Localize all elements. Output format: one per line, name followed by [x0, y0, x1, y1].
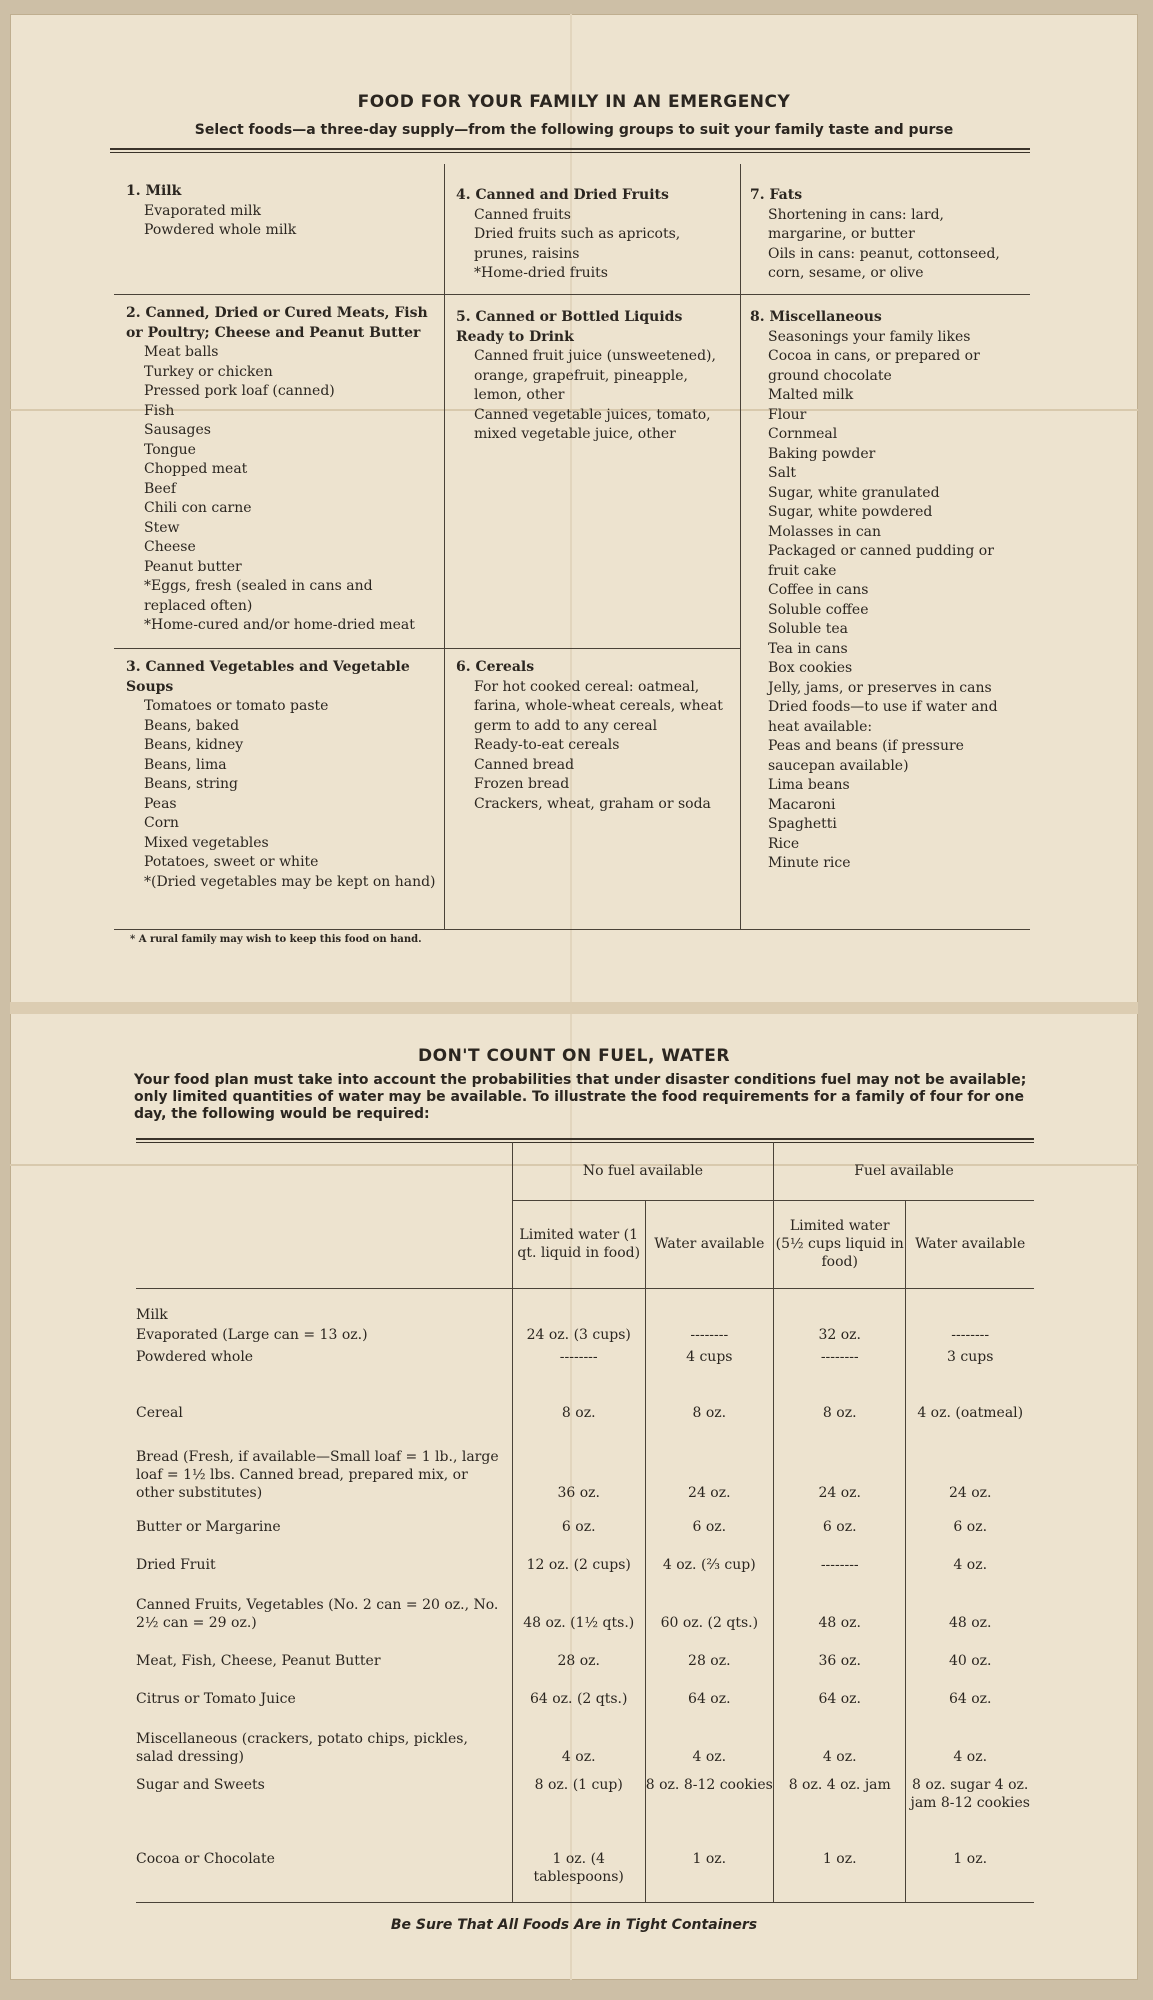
- table-cell: --------: [774, 1344, 906, 1366]
- grid-divider: [740, 294, 1030, 295]
- group-item: Corn: [144, 815, 179, 831]
- row-label: Miscellaneous (crackers, potato chips, pickles, salad dressing): [136, 1731, 468, 1765]
- group-item: Stew: [144, 519, 180, 536]
- group-item: Tongue: [144, 441, 196, 458]
- column-header: Limited water (1 qt. liquid in food): [512, 1200, 645, 1288]
- table-cell: 4 oz. (oatmeal): [906, 1366, 1034, 1422]
- table-cell: 6 oz.: [645, 1502, 773, 1536]
- grid-divider: [444, 294, 740, 295]
- row-label: Dried Fruit: [136, 1557, 216, 1573]
- group-heading: 8. Miscellaneous: [750, 309, 882, 325]
- table-cell: 4 oz.: [774, 1708, 906, 1766]
- group-item: Cornmeal: [768, 426, 838, 442]
- fuel-water-table: [136, 1142, 1034, 1903]
- group-item: Potatoes, sweet or white: [144, 854, 319, 870]
- group-item: Flour: [768, 406, 807, 423]
- group-heading: 3. Canned Vegetables and Vegetable Soups: [126, 659, 410, 695]
- group-item: Dried foods—to use if water and heat available:: [768, 699, 998, 735]
- table-cell: 4 oz.: [906, 1708, 1034, 1766]
- table-row: [136, 1670, 1034, 1708]
- closing-note: Be Sure That All Foods Are in Tight Containers: [390, 1917, 758, 1933]
- group-item: Coffee in cans: [768, 582, 869, 598]
- table-cell: --------: [512, 1344, 645, 1366]
- table-cell: 64 oz.: [645, 1670, 773, 1708]
- grid-divider: [114, 929, 1030, 930]
- section2-intro: Your food plan must take into account the probabilities that under disaster conditions fuel may not be available; only limited quantities of water may be available. To illustrate the food requirements for a family of four for one day, the following would be required:: [134, 1072, 1027, 1122]
- group-item: Seasonings your family likes: [768, 328, 971, 345]
- table-cell: --------: [774, 1536, 906, 1574]
- food-group-fats: [750, 186, 1024, 284]
- table-cell: 24 oz.: [906, 1422, 1034, 1502]
- table-cell: 8 oz. (1 cup): [512, 1766, 645, 1840]
- table-cell: 4 oz.: [645, 1708, 773, 1766]
- group-heading: 1. Milk: [126, 183, 182, 199]
- table-row: [136, 1536, 1034, 1574]
- grid-divider: [114, 648, 740, 649]
- row-label: Sugar and Sweets: [136, 1777, 265, 1793]
- group-item: Beans, lima: [144, 756, 227, 773]
- table-row: [136, 1344, 1034, 1366]
- group-item: Baking powder: [768, 445, 876, 462]
- table-row: [136, 1840, 1034, 1902]
- group-item: *Eggs, fresh (sealed in cans and replaced often): [144, 578, 373, 614]
- row-label: Butter or Margarine: [136, 1519, 281, 1535]
- row-label: Milk: [136, 1307, 168, 1323]
- group-item: Meat balls: [144, 344, 219, 360]
- group-item: Mixed vegetables: [144, 834, 269, 851]
- group-item: Canned fruits: [474, 206, 571, 223]
- food-group-liquids: [456, 308, 732, 445]
- grid-divider: [114, 294, 444, 295]
- group-item: Packaged or canned pudding or fruit cake: [768, 543, 994, 579]
- group-item: Beans, baked: [144, 717, 240, 734]
- section1-subtitle: Select foods—a three-day supply—from the following groups to suit your family taste and purse: [194, 122, 954, 138]
- column-header: Water available: [645, 1200, 773, 1288]
- group-header-no-fuel: No fuel available: [512, 1142, 773, 1200]
- group-item: Pressed pork loaf (canned): [144, 383, 335, 399]
- row-label: Powdered whole: [136, 1349, 254, 1365]
- table-row: [136, 1708, 1034, 1766]
- group-item: Canned fruit juice (unsweetened), orange, grapefruit, pineapple, lemon, other: [474, 348, 716, 403]
- section1-title: FOOD FOR YOUR FAMILY IN AN EMERGENCY: [357, 92, 791, 112]
- group-item: *Home-dried fruits: [474, 265, 608, 281]
- table-cell: --------: [645, 1324, 773, 1344]
- table-cell: 8 oz.: [645, 1366, 773, 1422]
- table-group-header-row: [136, 1142, 1034, 1200]
- table-cell: 24 oz.: [774, 1422, 906, 1502]
- row-label: Evaporated (Large can = 13 oz.): [136, 1327, 368, 1343]
- group-item: Fish: [144, 402, 175, 419]
- group-item: Malted milk: [768, 387, 854, 403]
- table-cell: [906, 1288, 1034, 1324]
- table-cell: 3 cups: [906, 1344, 1034, 1366]
- group-item: Jelly, jams, or preserves in cans: [768, 679, 992, 696]
- group-item: *Home-cured and/or home-dried meat: [144, 617, 415, 633]
- food-groups-grid: [114, 164, 1030, 924]
- table-cell: 4 oz.: [512, 1708, 645, 1766]
- group-item: Frozen bread: [474, 776, 570, 792]
- table-row: [136, 1422, 1034, 1502]
- food-group-milk: [126, 182, 436, 241]
- column-header: Limited water (5½ cups liquid in food): [774, 1200, 906, 1288]
- table-cell: 6 oz.: [774, 1502, 906, 1536]
- group-heading: 5. Canned or Bottled Liquids Ready to Drink: [456, 309, 683, 345]
- table-cell: [774, 1288, 906, 1324]
- table-cell: --------: [906, 1324, 1034, 1344]
- group-heading: 4. Canned and Dried Fruits: [456, 187, 669, 203]
- footnote: * A rural family may wish to keep this food on hand.: [130, 934, 422, 945]
- group-item: Tomatoes or tomato paste: [144, 698, 329, 714]
- table-cell: 36 oz.: [512, 1422, 645, 1502]
- table-row: [136, 1324, 1034, 1344]
- table-cell: 48 oz.: [906, 1574, 1034, 1632]
- table-row: [136, 1766, 1034, 1840]
- group-item: Peas and beans (if pressure saucepan available): [768, 738, 964, 774]
- group-item: Rice: [768, 835, 800, 852]
- table-cell: 12 oz. (2 cups): [512, 1536, 645, 1574]
- group-item: Beans, kidney: [144, 737, 244, 753]
- table-cell: 24 oz. (3 cups): [512, 1324, 645, 1344]
- group-item: Box cookies: [768, 660, 853, 676]
- grid-divider: [444, 164, 445, 929]
- group-item: Molasses in can: [768, 523, 882, 540]
- table-cell: 48 oz.: [774, 1574, 906, 1632]
- food-group-miscellaneous: [750, 308, 1024, 874]
- table-row: [136, 1574, 1034, 1632]
- group-item: Lima beans: [768, 777, 850, 793]
- group-heading: 7. Fats: [750, 187, 803, 203]
- group-item: *(Dried vegetables may be kept on hand): [144, 873, 436, 890]
- group-item: Powdered whole milk: [144, 222, 297, 238]
- group-heading: 2. Canned, Dried or Cured Meats, Fish or Poultry; Cheese and Peanut Butter: [126, 305, 428, 341]
- table-cell: 28 oz.: [645, 1632, 773, 1670]
- table-cell: 8 oz. sugar 4 oz. jam 8-12 cookies: [906, 1766, 1034, 1840]
- group-item: Macaroni: [768, 796, 836, 813]
- table-cell: 24 oz.: [645, 1422, 773, 1502]
- group-item: Turkey or chicken: [144, 363, 273, 380]
- table-cell: 64 oz.: [906, 1670, 1034, 1708]
- group-item: Shortening in cans: lard, margarine, or butter: [768, 206, 944, 242]
- group-item: Ready-to-eat cereals: [474, 737, 620, 753]
- group-item: Cocoa in cans, or prepared or ground chocolate: [768, 348, 980, 384]
- row-label: Bread (Fresh, if available—Small loaf = 1 lb., large loaf = 1½ lbs. Canned bread, prepared mix, or other substitutes): [136, 1449, 499, 1501]
- group-item: Beans, string: [144, 776, 238, 792]
- group-item: Salt: [768, 465, 797, 481]
- table-column-header-row: [136, 1200, 1034, 1288]
- table-cell: [512, 1288, 645, 1324]
- table-row: [136, 1632, 1034, 1670]
- table-cell: 32 oz.: [774, 1324, 906, 1344]
- table-cell: 4 cups: [645, 1344, 773, 1366]
- blank-cell: [136, 1200, 512, 1288]
- paper-fold-band: [10, 1002, 1138, 1014]
- table-cell: [645, 1288, 773, 1324]
- group-item: Beef: [144, 480, 177, 497]
- column-header: Water available: [906, 1200, 1034, 1288]
- group-item: Cheese: [144, 539, 196, 555]
- group-item: For hot cooked cereal: oatmeal, farina, whole-wheat cereals, wheat germ to add to any cereal: [474, 678, 723, 734]
- table-cell: 8 oz. 4 oz. jam: [774, 1766, 906, 1840]
- table-cell: 1 oz.: [774, 1840, 906, 1902]
- group-item: Sausages: [144, 422, 211, 438]
- group-item: Sugar, white granulated: [768, 484, 940, 501]
- table-cell: 1 oz. (4 tablespoons): [512, 1840, 645, 1902]
- group-header-fuel: Fuel available: [774, 1142, 1034, 1200]
- table-cell: 8 oz.: [512, 1366, 645, 1422]
- row-label: Cereal: [136, 1405, 183, 1421]
- table-cell: 28 oz.: [512, 1632, 645, 1670]
- group-item: Chopped meat: [144, 461, 248, 477]
- table-cell: 36 oz.: [774, 1632, 906, 1670]
- group-item: Spaghetti: [768, 816, 837, 832]
- group-item: Chili con carne: [144, 500, 252, 516]
- table-row: [136, 1366, 1034, 1422]
- group-item: Oils in cans: peanut, cottonseed, corn, sesame, or olive: [768, 245, 1000, 281]
- table-cell: 6 oz.: [906, 1502, 1034, 1536]
- group-item: Canned bread: [474, 756, 575, 773]
- group-item: Soluble coffee: [768, 601, 869, 618]
- group-item: Peanut butter: [144, 558, 242, 575]
- group-item: Peas: [144, 795, 177, 812]
- food-group-cereals: [456, 658, 732, 814]
- row-label: Meat, Fish, Cheese, Peanut Butter: [136, 1653, 381, 1669]
- double-rule: [110, 148, 1030, 153]
- table-cell: 4 oz. (⅔ cup): [645, 1536, 773, 1574]
- row-label: Canned Fruits, Vegetables (No. 2 can = 20 oz., No. 2½ can = 29 oz.): [136, 1597, 499, 1631]
- group-heading: 6. Cereals: [456, 659, 535, 675]
- group-item: Evaporated milk: [144, 202, 261, 219]
- row-label: Citrus or Tomato Juice: [136, 1691, 296, 1707]
- document-sheet: [10, 14, 1138, 1980]
- table-cell: 1 oz.: [645, 1840, 773, 1902]
- group-item: Dried fruits such as apricots, prunes, raisins: [474, 226, 681, 262]
- section2-title: DON'T COUNT ON FUEL, WATER: [418, 1046, 730, 1066]
- blank-cell: [136, 1142, 512, 1200]
- table-cell: 4 oz.: [906, 1536, 1034, 1574]
- row-label: Cocoa or Chocolate: [136, 1840, 512, 1902]
- table-cell: 6 oz.: [512, 1502, 645, 1536]
- group-item: Tea in cans: [768, 640, 848, 657]
- group-item: Soluble tea: [768, 621, 848, 637]
- table-cell: 64 oz.: [774, 1670, 906, 1708]
- food-group-fruits: [456, 186, 732, 284]
- table-cell: 40 oz.: [906, 1632, 1034, 1670]
- grid-divider: [740, 164, 741, 929]
- group-item: Sugar, white powdered: [768, 504, 933, 520]
- table-row: [136, 1502, 1034, 1536]
- table-cell: 60 oz. (2 qts.): [645, 1574, 773, 1632]
- group-item: Canned vegetable juices, tomato, mixed vegetable juice, other: [474, 406, 711, 442]
- table-cell: 8 oz. 8-12 cookies: [645, 1766, 773, 1840]
- group-item: Crackers, wheat, graham or soda: [474, 795, 711, 812]
- table-row: [136, 1288, 1034, 1324]
- table-cell: 1 oz.: [906, 1840, 1034, 1902]
- food-group-vegetables: [126, 658, 436, 892]
- table-cell: 48 oz. (1½ qts.): [512, 1574, 645, 1632]
- food-group-meats: [126, 304, 436, 636]
- table-cell: 64 oz. (2 qts.): [512, 1670, 645, 1708]
- group-item: Minute rice: [768, 855, 851, 871]
- table-cell: 8 oz.: [774, 1366, 906, 1422]
